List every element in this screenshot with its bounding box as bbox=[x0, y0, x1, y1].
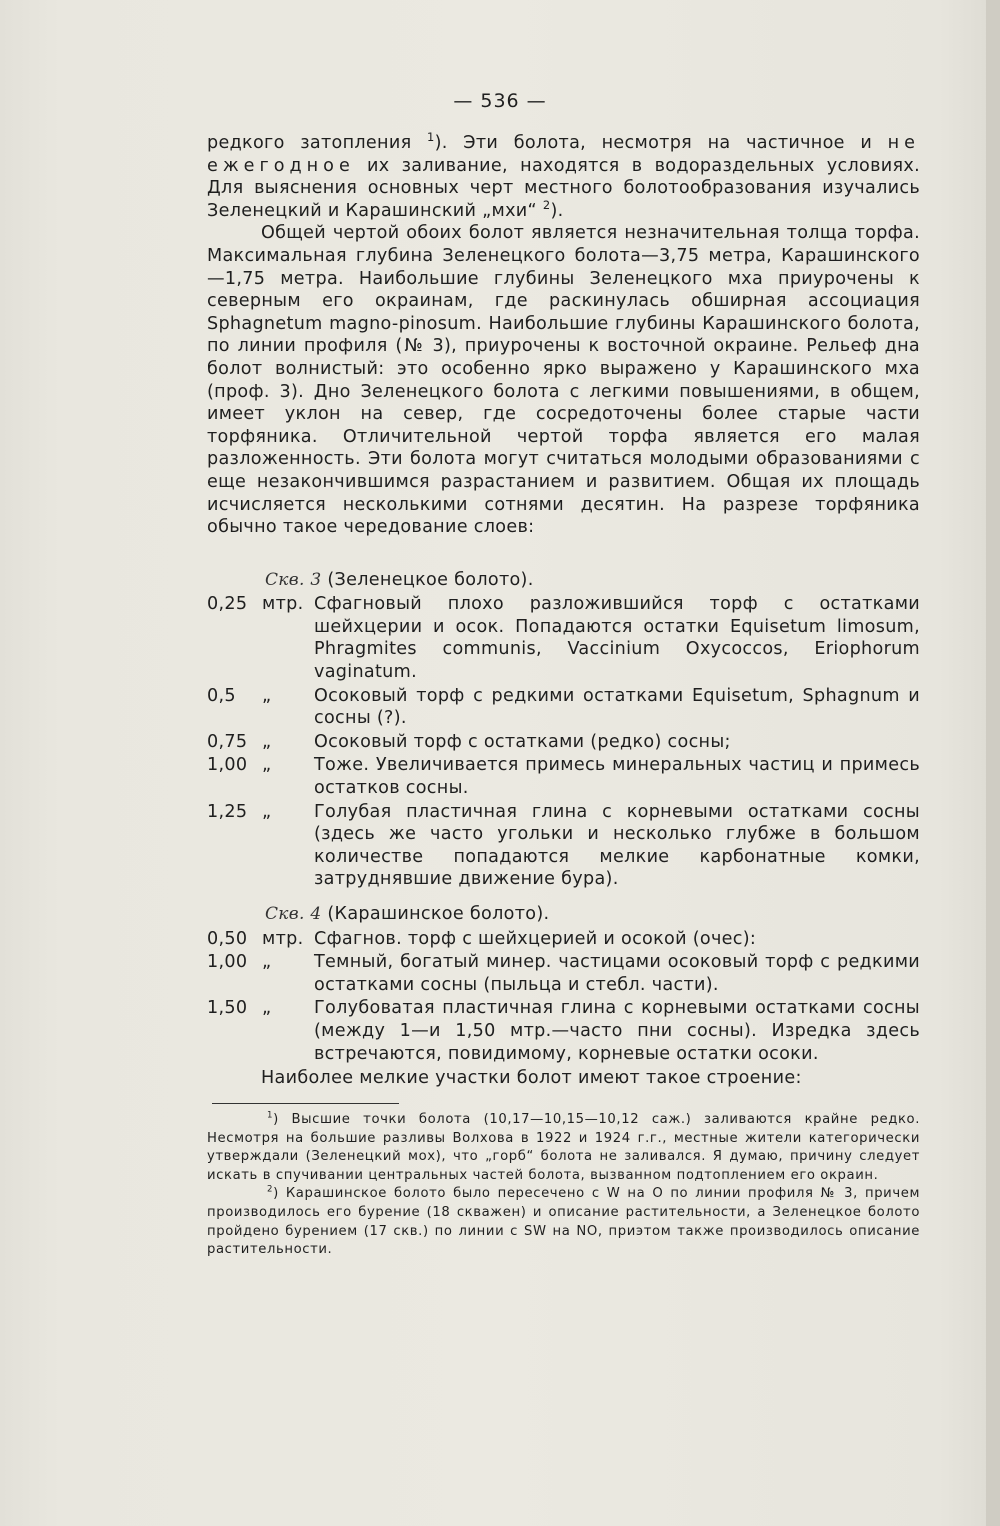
closing-line: Наиболее мелкие участки болот имеют такое строение: bbox=[261, 1068, 802, 1089]
layer-unit: „ bbox=[262, 685, 272, 706]
layer-description: Темный, богатый минер. частицами осоковый торф с редкими остатками сосны (пыльца и стебл. части). bbox=[314, 952, 920, 995]
layer-description: Сфагновый плохо разложившийся торф с остатками шейхцерии и осок. Попадаются остатки Equisetum limosum, Phragmites communis, Vaccinium Oxycoccos, Eriophorum vaginatum. bbox=[314, 594, 920, 683]
borehole-label: Скв. 3 bbox=[265, 569, 322, 590]
layer-unit: „ bbox=[262, 731, 272, 752]
layer-description: Осоковый торф с редкими остатками Equisetum, Sphagnum и сосны (?). bbox=[314, 685, 920, 729]
layer-description: Сфагнов. торф с шейхцерией и осокой (очес): bbox=[314, 928, 757, 949]
footnote-text: ) Высшие точки болота (10,17—10,15—10,12 саж.) заливаются крайне редко. Несмотря на большие разливы Волхова в 1922 и 1924 г.г., местные жители категорически утверждали (Зеленецкий мох), что „горб“ болота не заливался. Я думаю, причину следует искать в спучивании центральных частей болота, вызванном подтоплением его окраин. bbox=[207, 1112, 920, 1183]
layer-depth: 1,25 bbox=[207, 801, 248, 822]
spaced-emphasis: не ежегодное bbox=[207, 133, 920, 176]
layer-depth: 1,00 bbox=[207, 952, 248, 973]
layer-description: Голубая пластичная глина с корневыми остатками сосны (здесь же часто угольки и несколько глубже в большом количестве попадаются мелкие карбонатные комки, затруднявшие движение бура). bbox=[314, 801, 920, 890]
layer-description: Тоже. Увеличивается примесь минеральных частиц и примесь остатков сосны. bbox=[314, 755, 920, 799]
layer-row bbox=[207, 754, 920, 799]
layer-depth: 0,75 bbox=[207, 731, 248, 752]
layer-description: Осоковый торф с остатками (редко) сосны; bbox=[314, 731, 731, 752]
layer-row bbox=[207, 685, 920, 730]
paragraph-2: Общей чертой обоих болот является незначительная толща торфа. Максимальная глубина Зеленецкого болота—3,75 метра, Карашинского—1,75 метра. Наибольшие глубины Зеленецкого мха приурочены к северным его окраинам, где раскинулась обширная ассоциация Sphagnetum magno-pinosum. Наибольшие глубины Карашинского болота, по линии профиля (№ 3), приурочены к восточной окраине. Рельеф дна болот волнистый: это особенно ярко выражено у Карашинского мха (проф. 3). Дно Зеленецкого болота с легкими повышениями, в общем, имеет уклон на север, где сосредоточены более старые части торфяника. Отличительной чертой торфа является его малая разложенность. Эти болота могут считаться молодыми образованиями с еще незакончившимся разрастанием и развитием. Общая их площадь исчисляется несколькими сотнями десятин. На разрезе торфяника обычно такое чередование слоев: bbox=[207, 223, 920, 538]
borehole-label: Скв. 4 bbox=[265, 904, 322, 924]
layer-unit: „ bbox=[262, 755, 272, 776]
text-run: ). bbox=[550, 200, 564, 221]
layer-depth: 0,25 bbox=[207, 594, 248, 615]
borehole-heading-3 bbox=[265, 569, 920, 592]
borehole-heading-4 bbox=[265, 903, 920, 926]
footnotes bbox=[207, 1111, 920, 1260]
layer-unit: „ bbox=[262, 952, 272, 973]
footnote-mark: 2 bbox=[267, 1184, 274, 1195]
main-text bbox=[207, 132, 920, 1090]
borehole-title: (Карашинское болото). bbox=[321, 904, 550, 924]
layer-depth: 0,50 bbox=[207, 928, 248, 949]
layer-depth: 0,5 bbox=[207, 685, 236, 706]
layer-row bbox=[207, 731, 920, 754]
layer-depth: 1,00 bbox=[207, 755, 248, 776]
text-run: ). Эти болота, несмотря на частичное и bbox=[434, 133, 888, 153]
footnote-ref-1: 1 bbox=[427, 130, 435, 145]
borehole-title: (Зеленецкое болото). bbox=[321, 569, 534, 590]
footnote-divider bbox=[212, 1103, 399, 1104]
layer-unit: мтр. bbox=[262, 928, 304, 949]
layer-row bbox=[207, 593, 920, 683]
layer-row bbox=[207, 801, 920, 891]
layer-description: Голубоватая пластичная глина с корневыми остатками сосны (между 1—и 1,50 мтр.—часто пни сосны). Изредка здесь встречаются, повидимому, корневые остатки осоки. bbox=[314, 998, 920, 1064]
text-run: их заливание, находятся в водораздельных условиях. Для выяснения основных черт местного болотообразования изучались Зеленецкий и Карашинский „мхи“ bbox=[207, 155, 920, 221]
layer-row bbox=[207, 997, 920, 1065]
text-run: редкого затопления bbox=[207, 133, 428, 153]
layer-row bbox=[207, 951, 920, 996]
page-number: — 536 — bbox=[453, 90, 547, 112]
layer-depth: 1,50 bbox=[207, 998, 248, 1019]
footnote-1 bbox=[207, 1111, 920, 1185]
footnote-2 bbox=[207, 1185, 920, 1259]
footnote-mark: 1 bbox=[267, 1110, 274, 1121]
layer-unit: „ bbox=[262, 998, 272, 1019]
page-edge bbox=[986, 0, 1000, 1526]
footnote-ref-2: 2 bbox=[542, 197, 551, 212]
paragraph-1 bbox=[207, 132, 920, 222]
layer-unit: мтр. bbox=[262, 594, 304, 615]
layer-unit: „ bbox=[262, 801, 272, 822]
layer-row bbox=[207, 928, 920, 951]
footnote-text: ) Карашинское болото было пересечено с W на O по линии профиля № 3, причем производилось его бурение (18 скважен) и описание растительности, а Зеленецкое болото пройдено бурением (17 скв.) по линии с SW на NO, приэтом также производилось описание растительности. bbox=[207, 1186, 920, 1258]
